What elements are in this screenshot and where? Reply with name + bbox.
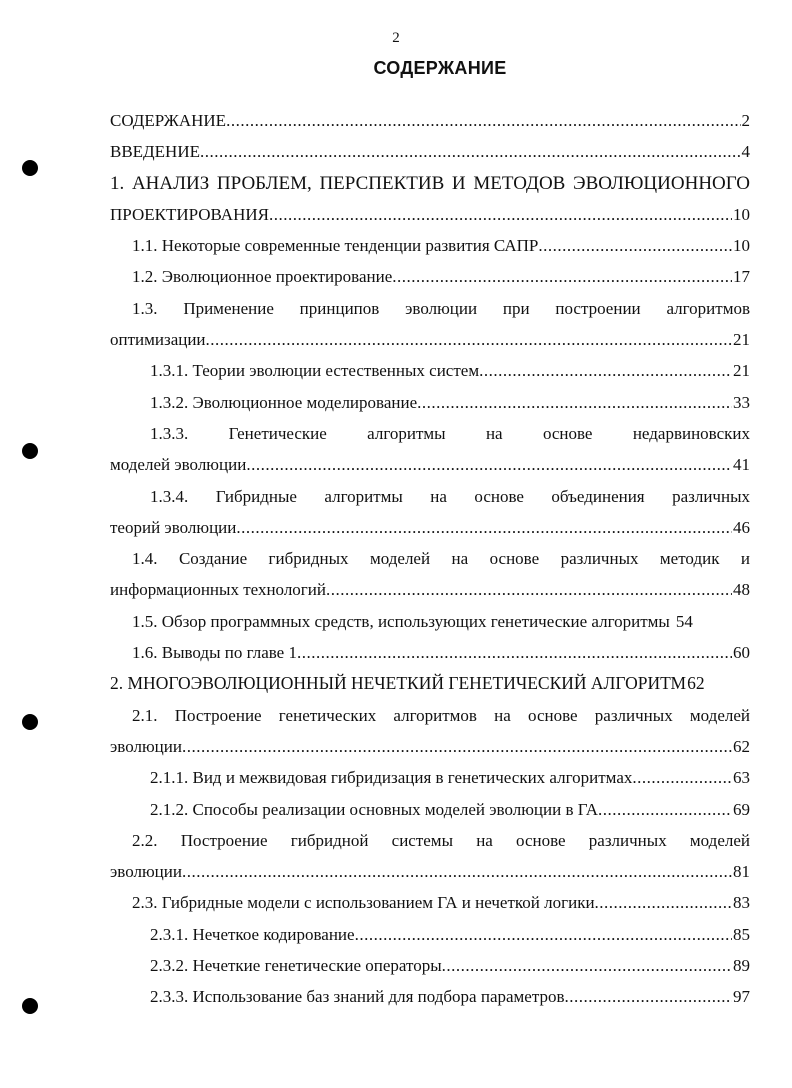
- toc-entry-page: 85: [733, 924, 750, 944]
- toc-entry-title: 2.2. Построение гибридной системы на основе различных моделей: [132, 830, 750, 850]
- toc-entry-page: 62: [687, 673, 705, 694]
- toc-entry-title: 1. АНАЛИЗ ПРОБЛЕМ, ПЕРСПЕКТИВ И МЕТОДОВ ЭВОЛЮЦИОННОГО: [110, 172, 750, 194]
- toc-entry-title-cont: эволюции: [110, 736, 182, 756]
- toc-leader: [206, 324, 732, 355]
- toc-entry-title-cont: теорий эволюции: [110, 517, 237, 537]
- page-title: СОДЕРЖАНИЕ: [373, 58, 507, 78]
- toc-entry[interactable]: [110, 794, 750, 825]
- toc-leader: [200, 136, 741, 167]
- toc-leader: [632, 762, 732, 793]
- toc-entry[interactable]: [110, 136, 750, 167]
- toc-entry-title: 1.1. Некоторые современные тенденции развития САПР: [132, 236, 539, 256]
- toc-entry-title: 1.6. Выводы по главе 1: [132, 643, 297, 663]
- toc-entry-page: 81: [733, 862, 750, 882]
- toc-entry-page: 60: [733, 643, 750, 663]
- page-number: 2: [392, 30, 400, 46]
- toc-entry-page: 10: [733, 204, 750, 224]
- toc-entry-page: 17: [733, 267, 750, 287]
- toc-entry-page: 2: [741, 111, 750, 130]
- toc-entry-page: 83: [733, 893, 750, 913]
- toc-entry-title: 1.3.4. Гибридные алгоритмы на основе объединения различных: [150, 486, 750, 506]
- toc-entry[interactable]: [110, 668, 750, 699]
- toc-entry-title: 2.1.2. Способы реализации основных моделей эволюции в ГА: [150, 799, 599, 819]
- toc-entry[interactable]: [110, 418, 750, 481]
- toc-leader: [326, 574, 732, 605]
- toc-leader: [479, 355, 732, 386]
- toc-entry-title-cont: ПРОЕКТИРОВАНИЯ: [110, 204, 269, 224]
- toc-entry-title: 1.3.2. Эволюционное моделирование: [150, 392, 418, 412]
- toc-entry-title: 1.3.1. Теории эволюции естественных систем: [150, 361, 480, 381]
- toc-entry[interactable]: [110, 168, 750, 231]
- toc-entry-title: 2.3.2. Нечеткие генетические операторы: [150, 956, 442, 976]
- toc-entry-title-cont: оптимизации: [110, 330, 206, 350]
- toc-leader: [442, 950, 732, 981]
- toc-entry[interactable]: [110, 762, 750, 793]
- toc-entry-page: 69: [733, 799, 750, 819]
- toc-entry-title-cont: информационных технологий: [110, 580, 326, 600]
- toc-entry-title-cont: эволюции: [110, 862, 182, 882]
- toc-leader: [392, 261, 732, 292]
- toc-entry-title: ВВЕДЕНИЕ: [110, 142, 200, 162]
- toc-leader: [182, 731, 732, 762]
- toc-entry[interactable]: [110, 825, 750, 888]
- toc-entry-title: 1.5. Обзор программных средств, использующих генетические алгоритмы: [132, 611, 670, 631]
- toc-entry-page: 97: [733, 987, 750, 1007]
- toc-entry-page: 89: [733, 956, 750, 976]
- toc-entry-title: 2. МНОГОЭВОЛЮЦИОННЫЙ НЕЧЕТКИЙ ГЕНЕТИЧЕСКИЙ АЛГОРИТМ: [110, 673, 687, 694]
- toc-entry[interactable]: [110, 105, 750, 136]
- toc-entry-title: 2.3.1. Нечеткое кодирование: [150, 924, 355, 944]
- toc-leader: [565, 981, 732, 1012]
- table-of-contents: [110, 105, 750, 1013]
- toc-entry[interactable]: [110, 543, 750, 606]
- toc-entry-title: 1.2. Эволюционное проектирование: [132, 267, 393, 287]
- toc-entry-page: 41: [733, 455, 750, 475]
- toc-leader: [236, 512, 732, 543]
- toc-entry[interactable]: [110, 700, 750, 763]
- toc-entry-page: 10: [733, 236, 750, 256]
- toc-entry-title: 2.3. Гибридные модели с использованием ГА и нечеткой логики: [132, 893, 595, 913]
- toc-entry-page: 21: [733, 330, 750, 350]
- toc-entry[interactable]: [110, 230, 750, 261]
- toc-entry[interactable]: [110, 637, 750, 668]
- toc-entry-title: 1.3.3. Генетические алгоритмы на основе недарвиновских: [150, 423, 750, 443]
- toc-leader: [355, 919, 732, 950]
- toc-entry-page: 62: [733, 736, 750, 756]
- toc-entry-page: 46: [733, 517, 750, 537]
- toc-entry-page: 63: [733, 768, 750, 788]
- toc-leader: [598, 794, 732, 825]
- punch-hole: [22, 714, 38, 730]
- toc-leader: [297, 637, 732, 668]
- toc-leader: [417, 387, 732, 418]
- toc-leader: [538, 230, 732, 261]
- toc-entry[interactable]: [110, 887, 750, 918]
- toc-entry[interactable]: [110, 261, 750, 292]
- toc-entry-title-cont: моделей эволюции: [110, 455, 247, 475]
- punch-hole: [22, 443, 38, 459]
- toc-entry-title: СОДЕРЖАНИЕ: [110, 111, 227, 130]
- toc-entry[interactable]: [110, 387, 750, 418]
- toc-entry-page: 21: [733, 361, 750, 381]
- toc-entry[interactable]: [110, 606, 750, 637]
- toc-entry-page: 48: [733, 580, 750, 600]
- toc-entry[interactable]: [110, 950, 750, 981]
- toc-leader: [226, 105, 740, 136]
- toc-entry-title: 2.1. Построение генетических алгоритмов на основе различных моделей: [132, 705, 750, 725]
- punch-hole: [22, 998, 38, 1014]
- toc-leader: [595, 887, 732, 918]
- toc-entry[interactable]: [110, 481, 750, 544]
- toc-entry[interactable]: [110, 355, 750, 386]
- toc-entry-page: 54: [675, 611, 693, 631]
- toc-entry-title: 1.3. Применение принципов эволюции при построении алгоритмов: [132, 298, 750, 318]
- toc-entry-title: 2.3.3. Использование баз знаний для подбора параметров: [150, 987, 565, 1007]
- toc-entry-title: 2.1.1. Вид и межвидовая гибридизация в генетических алгоритмах: [150, 768, 633, 788]
- toc-entry-page: 4: [741, 142, 750, 162]
- toc-leader: [246, 449, 732, 480]
- toc-entry-page: 33: [733, 392, 750, 412]
- toc-entry-title: 1.4. Создание гибридных моделей на основе различных методик и: [132, 549, 750, 569]
- toc-entry[interactable]: [110, 981, 750, 1012]
- toc-entry[interactable]: [110, 293, 750, 356]
- toc-entry[interactable]: [110, 919, 750, 950]
- punch-hole: [22, 160, 38, 176]
- toc-leader: [182, 856, 732, 887]
- toc-leader: [269, 199, 732, 230]
